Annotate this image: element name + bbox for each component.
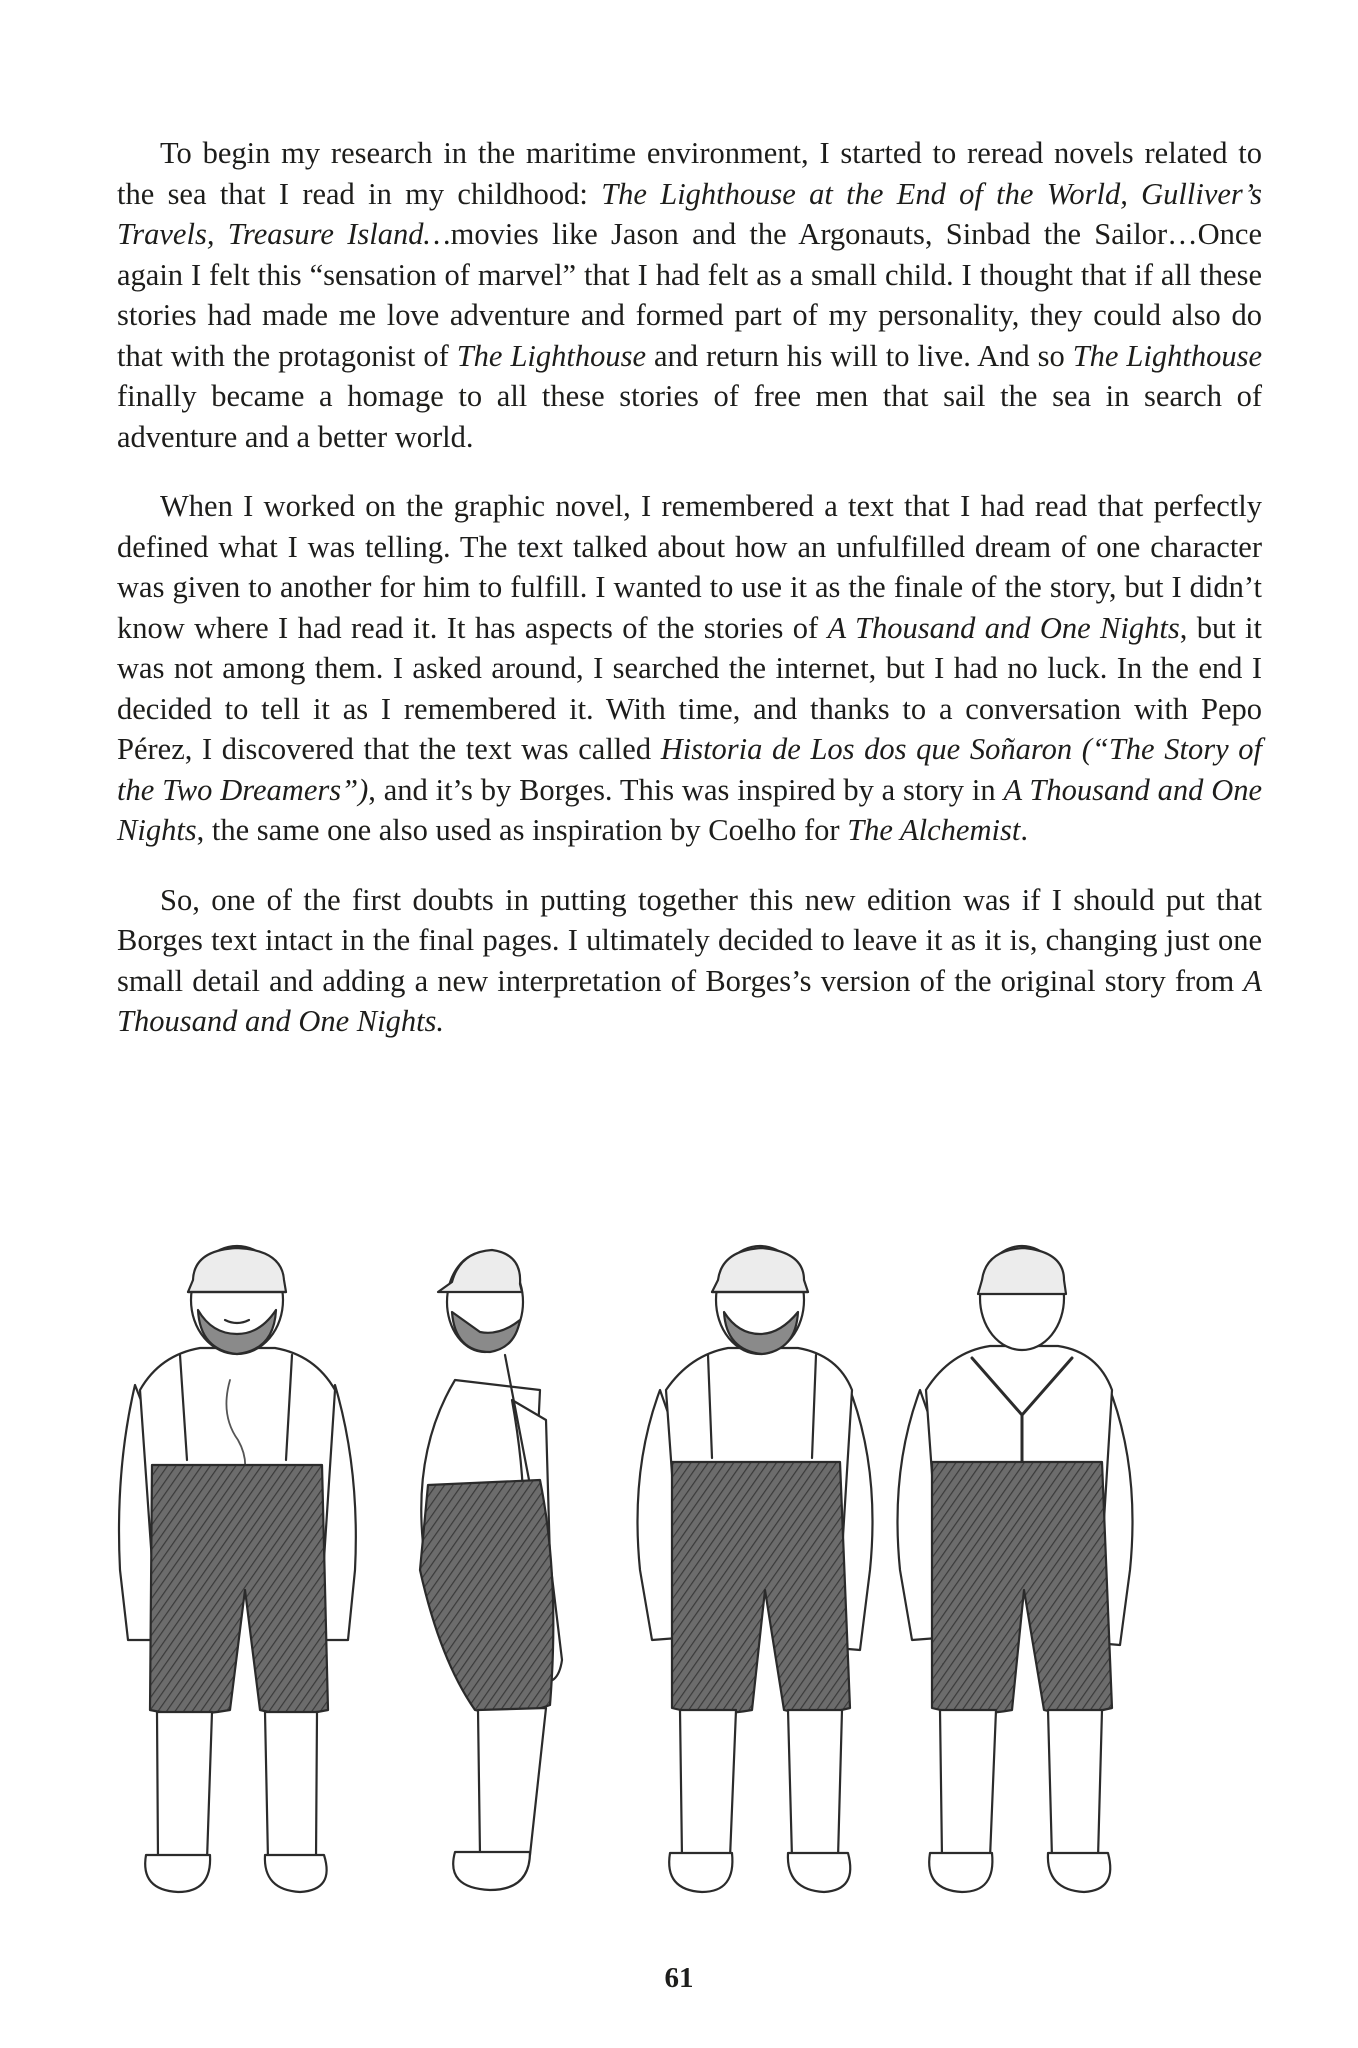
paragraph-1 — [117, 133, 1262, 457]
body-text-run: . — [1020, 813, 1028, 847]
sailor-back-view — [898, 1246, 1133, 1892]
body-text-run: , and it’s by Borges. This was inspired by a story in — [368, 772, 1004, 807]
page-number: 61 — [664, 1962, 694, 1994]
italic-title-text: A Thousand and One Nights. — [117, 963, 1262, 1038]
paragraph-2 — [117, 486, 1262, 851]
body-text-run: and return his will to live. And so — [646, 338, 1073, 373]
body-text-run: So, one of the first doubts in putting together this new edition was if I should put that Borges text intact in the final pages. I ultimately decided to leave it as it is, changing just one small detail and adding a new interpretation of Borges’s version of the original story from — [117, 882, 1262, 998]
italic-title-text: The Lighthouse — [1072, 338, 1262, 373]
sailor-side-view — [420, 1250, 562, 1890]
body-text-run: , the same one also used as inspiration by Coelho for — [196, 813, 848, 847]
italic-title-text: The Alchemist — [847, 813, 1021, 847]
italic-title-text: A Thousand and One Nights — [117, 772, 1263, 847]
italic-title-text: A Thousand and One Nights — [827, 610, 1180, 645]
body-text-run: , but it was not among them. I asked around, I searched the internet, but I had no luck. In the end I decided to tell it as I remembered it. With time, and thanks to a conversation with Pepo Pérez, I discovered that the text was called — [117, 610, 1262, 766]
italic-title-text: Historia de Los dos que Soñaron (“The Story of the Two Dreamers”) — [117, 732, 1262, 807]
body-text-run: movies like Jason and the Argonauts, Sinbad the Sailor…Once again I felt this “sensation of marvel” that I had felt as a small child. I thought that if all these stories had made me love adventure and formed part of my personality, they could also do that with the protagonist of — [117, 217, 1263, 373]
italic-title-text: The Lighthouse — [456, 338, 647, 373]
sailor-front-view — [119, 1246, 356, 1892]
sailor-three-quarter-view — [638, 1246, 873, 1892]
body-text — [117, 133, 1262, 1071]
body-text-run: To begin my research in the maritime environment, I started to reread novels related to the sea that I read in my childhood: — [117, 136, 1262, 211]
body-text-run: When I worked on the graphic novel, I remembered a text that I had read that perfectly defined what I was telling. The text talked about how an unfulfilled dream of one character was given to another for him to fulfill. I wanted to use it as the finale of the story, but I didn’t know where I had read it. It has aspects of the stories of — [117, 489, 1262, 645]
paragraph-3 — [117, 880, 1262, 1042]
body-text-run: finally became a homage to all these stories of free men that sail the sea in search of adventure and a better world. — [117, 379, 1262, 454]
italic-title-text: The Lighthouse at the End of the World, Gulliver’s Travels, Treasure Island… — [117, 176, 1262, 251]
character-turnaround-illustration — [60, 1240, 1300, 1940]
